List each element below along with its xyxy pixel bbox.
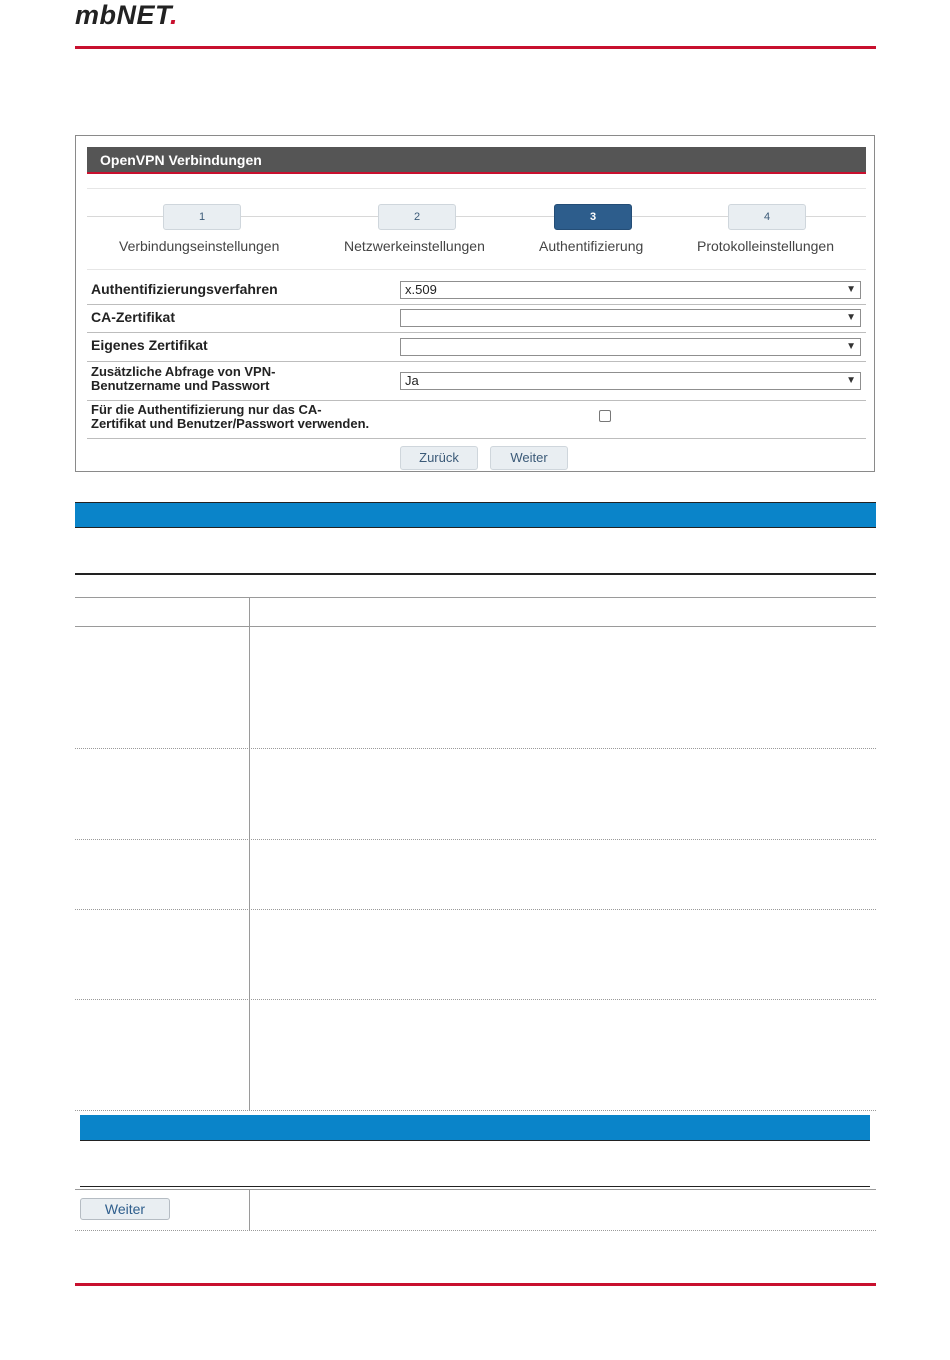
chevron-down-icon: ▼ — [846, 284, 856, 295]
table-top-rule — [75, 1189, 876, 1190]
ca-only-checkbox[interactable] — [599, 410, 611, 422]
form-row-ca-only — [87, 400, 866, 439]
step-3-button[interactable]: 3 — [554, 204, 632, 230]
table-top-rule — [75, 597, 876, 598]
step-2-label: Netzwerkeinstellungen — [344, 238, 485, 254]
form-row-own-cert — [87, 332, 866, 362]
section-rule — [80, 1140, 870, 1141]
own-cert-label: Eigenes Zertifikat — [91, 337, 208, 353]
form-row-extra-credentials — [87, 361, 866, 401]
openvpn-wizard-panel — [75, 135, 875, 472]
chevron-down-icon: ▼ — [846, 312, 856, 323]
extra-credentials-select[interactable]: Ja ▼ — [400, 372, 861, 390]
auth-method-select[interactable]: x.509 ▼ — [400, 281, 861, 299]
form-row-ca-cert — [87, 304, 866, 333]
weiter-button[interactable]: Weiter — [80, 1198, 170, 1220]
section-rule — [75, 527, 876, 528]
step-3-label: Authentifizierung — [539, 238, 644, 254]
table-row — [75, 839, 876, 840]
step-1-button[interactable]: 1 — [163, 204, 241, 230]
section-rule — [80, 1186, 870, 1187]
ca-cert-select[interactable] — [400, 309, 861, 327]
form-row-auth-method — [87, 276, 866, 305]
table-row — [75, 909, 876, 910]
section-header-bar — [75, 503, 876, 527]
table-row — [75, 1110, 876, 1111]
own-cert-select[interactable] — [400, 338, 861, 356]
table-header-rule — [75, 626, 876, 627]
step-4-button[interactable]: 4 — [728, 204, 806, 230]
next-button[interactable]: Weiter — [490, 446, 568, 470]
ca-only-label: Für die Authentifizierung nur das CA- Zertifikat und Benutzer/Passwort verwenden. — [91, 402, 370, 431]
table-column-divider — [249, 597, 250, 1110]
extra-credentials-label: Zusätzliche Abfrage von VPN- Benutzername und Passwort — [91, 364, 276, 393]
header-rule — [75, 46, 876, 49]
table-row — [75, 999, 876, 1000]
mbnet-logo: mbNET. — [75, 0, 179, 30]
auth-method-label: Authentifizierungsverfahren — [91, 281, 278, 297]
footer-rule — [75, 1283, 876, 1286]
section-rule — [75, 573, 876, 575]
panel-title: OpenVPN Verbindungen — [87, 147, 866, 174]
table-row — [75, 748, 876, 749]
step-4-label: Protokolleinstellungen — [697, 238, 834, 254]
chevron-down-icon: ▼ — [846, 375, 856, 386]
chevron-down-icon: ▼ — [846, 341, 856, 352]
table-column-divider — [249, 1189, 250, 1230]
ca-cert-label: CA-Zertifikat — [91, 309, 176, 325]
table-row — [75, 1230, 876, 1231]
step-1-label: Verbindungseinstellungen — [119, 238, 280, 254]
wizard-steps — [87, 188, 866, 270]
step-2-button[interactable]: 2 — [378, 204, 456, 230]
section-header-bar — [80, 1115, 870, 1140]
back-button[interactable]: Zurück — [400, 446, 478, 470]
